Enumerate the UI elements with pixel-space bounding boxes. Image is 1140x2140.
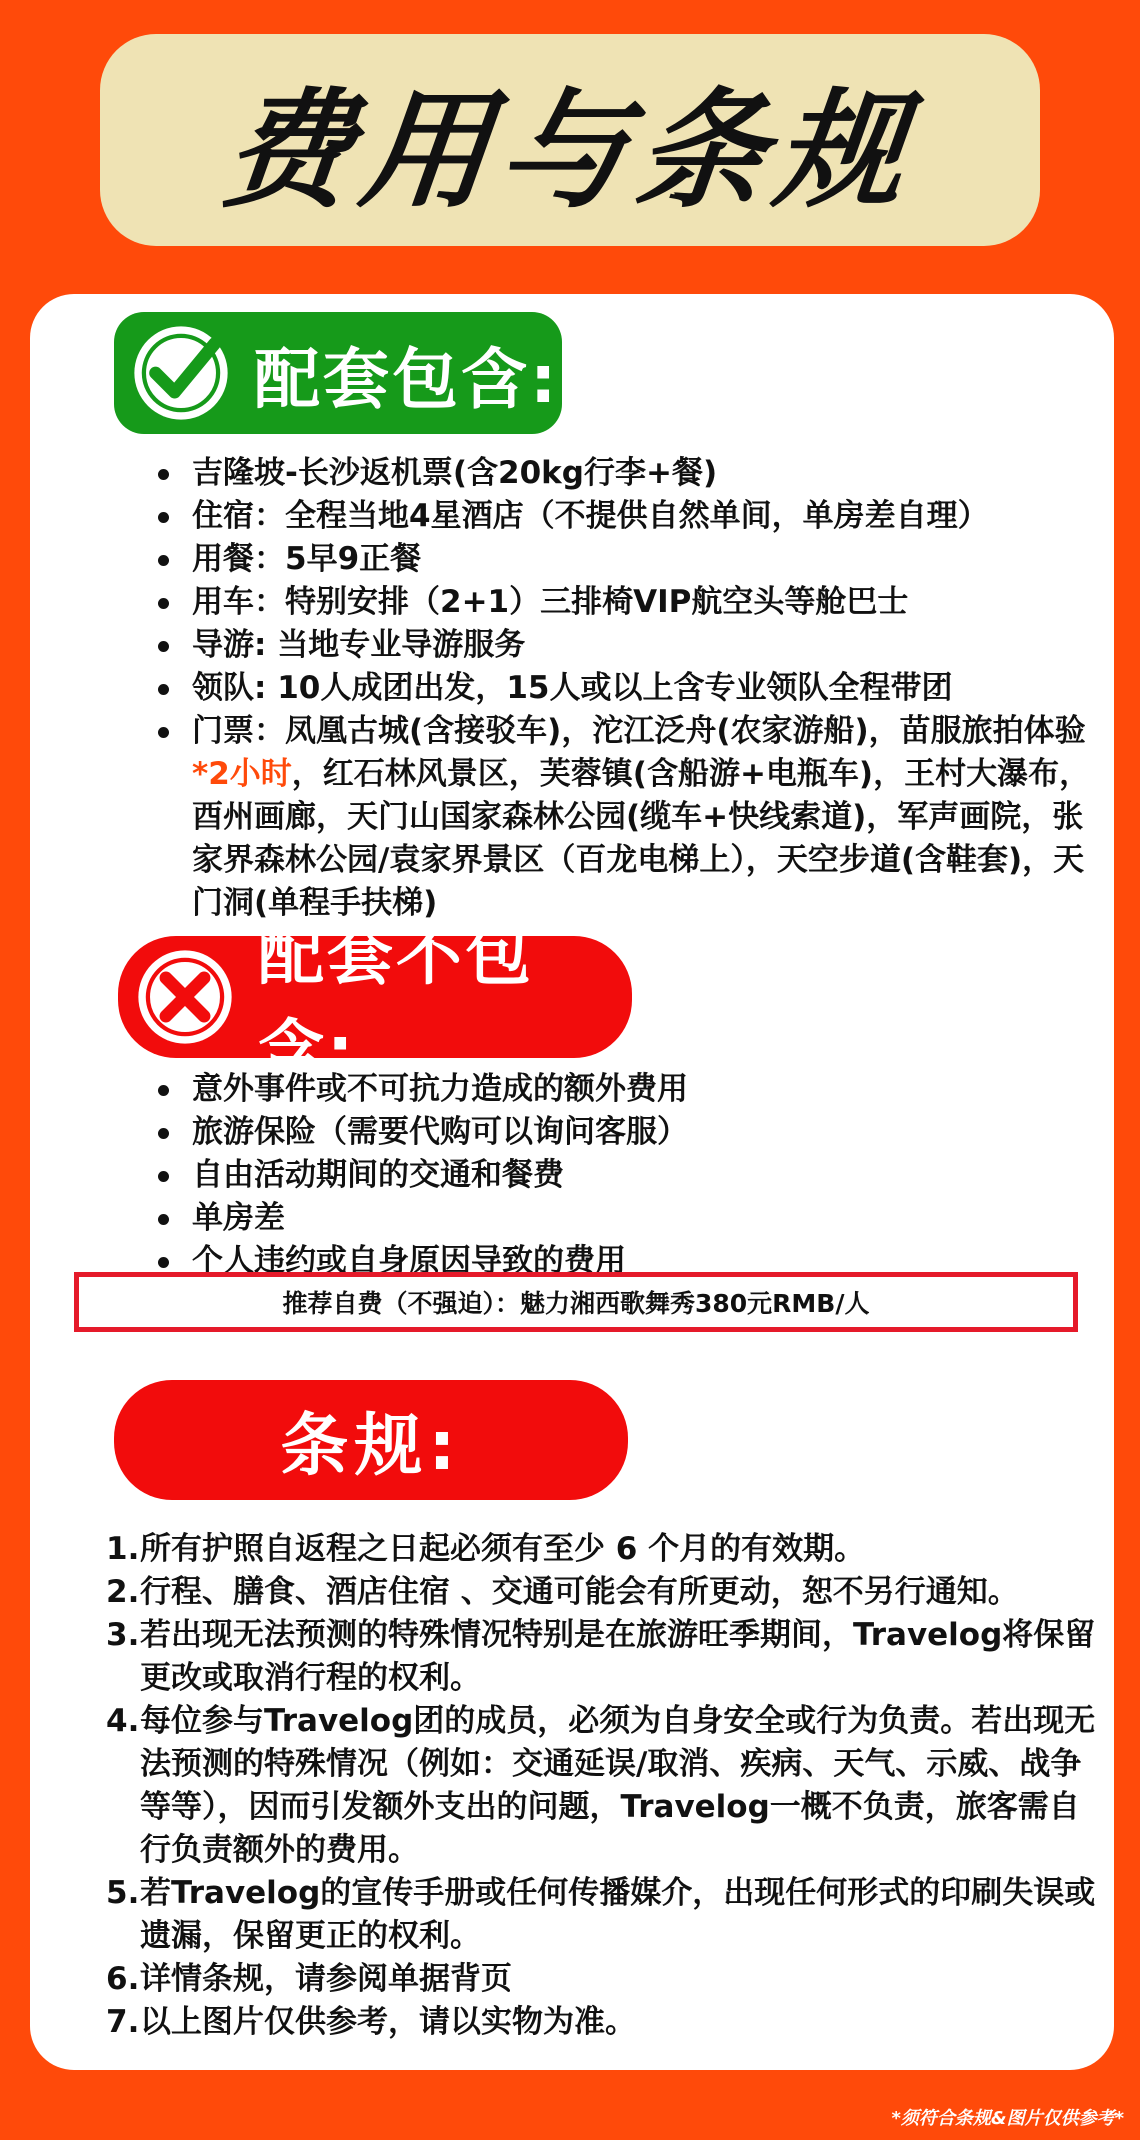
x-circle-icon [132, 944, 238, 1050]
title-banner [100, 34, 1040, 246]
list-item: 单房差 [152, 1197, 1052, 1240]
list-item: 导游: 当地专业导游服务 [152, 624, 1092, 667]
list-item-tickets [152, 710, 1092, 925]
included-heading-pill [114, 312, 562, 434]
term-text: 若出现无法预测的特殊情况特别是在旅游旺季期间，Travelog将保留更改或取消行程的权利。 [140, 1617, 1096, 1696]
term-item [106, 1958, 1096, 2001]
term-text: 详情条规，请参阅单据背页 [140, 1961, 512, 1997]
list-item: 个人违约或自身原因导致的费用 [152, 1240, 1052, 1283]
term-number: 7. [106, 2004, 140, 2040]
terms-list [106, 1528, 1096, 2044]
term-item [106, 1700, 1096, 1872]
list-item: 意外事件或不可抗力造成的额外费用 [152, 1068, 1052, 1111]
term-number: 6. [106, 1961, 140, 1997]
check-circle-icon [128, 320, 234, 426]
included-heading: 配套包含: [254, 340, 560, 418]
recommended-extras-box [74, 1272, 1078, 1332]
included-list [152, 452, 1092, 925]
term-number: 3. [106, 1617, 140, 1653]
term-text: 所有护照自返程之日起必须有至少 6 个月的有效期。 [140, 1531, 866, 1567]
tickets-text-part2: ，红石林风景区，芙蓉镇(含船游+电瓶车)，王村大瀑布，酉州画廊，天门山国家森林公园(缆车+快线索道)，军声画院，张家界森林公园/袁家界景区（百龙电梯上），天空步道(含鞋套)，天门洞(单程手扶梯) [192, 756, 1091, 921]
list-item: 吉隆坡-长沙返机票(含20kg行李+餐) [152, 452, 1092, 495]
tickets-highlight: *2小时 [192, 756, 292, 792]
list-item: 住宿：全程当地4星酒店（不提供自然单间，单房差自理） [152, 495, 1092, 538]
footnote: *须符合条规&图片仅供参考* [891, 2108, 1124, 2129]
list-item: 用车：特别安排（2+1）三排椅VIP航空头等舱巴士 [152, 581, 1092, 624]
term-item [106, 2001, 1096, 2044]
list-item: 用餐：5早9正餐 [152, 538, 1092, 581]
terms-heading: 条规: [280, 1406, 462, 1486]
tickets-text-part1: 门票：凤凰古城(含接驳车)，沱江泛舟(农家游船)，苗服旅拍体验 [192, 713, 1086, 749]
term-item [106, 1614, 1096, 1700]
term-text: 若Travelog的宣传手册或任何传播媒介，出现任何形式的印刷失误或遗漏，保留更正的权利。 [140, 1875, 1096, 1954]
term-number: 4. [106, 1703, 140, 1739]
term-number: 1. [106, 1531, 140, 1567]
term-text: 行程、膳食、酒店住宿 、交通可能会有所更动，恕不另行通知。 [140, 1574, 1019, 1610]
term-text: 每位参与Travelog团的成员，必须为自身安全或行为负责。若出现无法预测的特殊情况（例如：交通延误/取消、疾病、天气、示威、战争等等），因而引发额外支出的问题，Travelog一概不负责，旅客需自行负责额外的费用。 [140, 1703, 1096, 1868]
page-title: 费用与条规 [215, 77, 922, 226]
content-card [30, 294, 1114, 2070]
list-item: 领队: 10人成团出发，15人或以上含专业领队全程带团 [152, 667, 1092, 710]
excluded-heading: 配套不包含: [258, 917, 534, 1089]
excluded-heading-pill [118, 917, 632, 1089]
list-item: 旅游保险（需要代购可以询问客服） [152, 1111, 1052, 1154]
terms-heading-pill [114, 1380, 628, 1500]
term-text: 以上图片仅供参考，请以实物为准。 [140, 2004, 636, 2040]
term-item [106, 1571, 1096, 1614]
excluded-list [152, 1068, 1052, 1283]
term-number: 2. [106, 1574, 140, 1610]
term-number: 5. [106, 1875, 140, 1911]
term-item [106, 1872, 1096, 1958]
term-item [106, 1528, 1096, 1571]
recommended-extras-text: 推荐自费（不强迫）：魅力湘西歌舞秀380元RMB/人 [282, 1289, 870, 1318]
list-item: 自由活动期间的交通和餐费 [152, 1154, 1052, 1197]
